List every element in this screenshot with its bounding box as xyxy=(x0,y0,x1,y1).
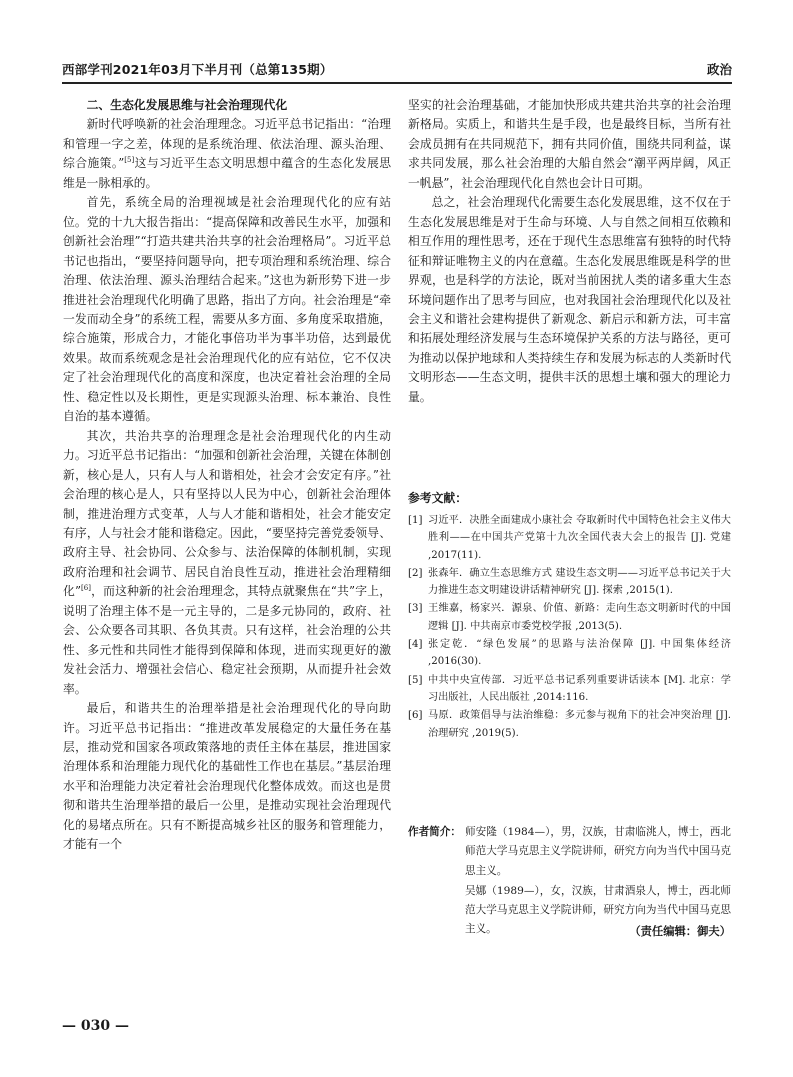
reference-number: [1] xyxy=(408,515,423,526)
reference-item xyxy=(408,672,731,707)
reference-number: [4] xyxy=(408,639,423,651)
reference-item xyxy=(408,707,731,742)
reference-item xyxy=(408,512,731,564)
citation-marker: [5] xyxy=(124,156,135,165)
reference-text: 马原．政策倡导与法治维稳：多元参与视角下的社会冲突治理 [J]. 治理研究 ,2019(5). xyxy=(428,710,731,739)
paragraph xyxy=(63,115,391,193)
reference-item xyxy=(408,636,731,671)
author-bio-text: 师安隆（1984—），男，汉族，甘肃临洮人，博士，西北师范大学马克思主义学院讲师，研究方向为当代中国马克思主义。 xyxy=(465,826,731,877)
reference-item xyxy=(408,600,731,635)
reference-text: 张定乾．“绿色发展”的思路与法治保障 [J]. 中国集体经济 ,2016(30). xyxy=(428,639,731,668)
section-heading: 二、生态化发展思维与社会治理现代化 xyxy=(86,98,288,112)
reference-text: 张森年．确立生态思维方式 建设生态文明——习近平总书记关于大力推进生态文明建设讲话精神研究 [J]. 探索 ,2015(1). xyxy=(428,567,731,597)
reference-number: [2] xyxy=(408,567,423,579)
author-bio-label: 作者简介： xyxy=(408,826,461,838)
author-entry xyxy=(408,823,731,881)
reference-number: [3] xyxy=(408,603,423,615)
page-number: — 030 — xyxy=(62,1018,129,1034)
responsible-editor: （责任编辑：御夫） xyxy=(629,925,731,938)
references-title: 参考文献： xyxy=(408,491,467,505)
right-column xyxy=(408,96,731,407)
reference-text: 习近平．决胜全面建成小康社会 夺取新时代中国特色社会主义伟大胜利——在中国共产党第十九次全国代表大会上的报告 [J]. 党建 ,2017(11). xyxy=(428,515,731,561)
header-rule xyxy=(62,82,732,84)
left-column xyxy=(63,96,391,855)
paragraph: 坚实的社会治理基础，才能加快形成共建共治共享的社会治理新格局。实质上，和谐共生是手段，也是最终目标，当所有社会成员拥有在共同规范下，拥有共同价值，围绕共同利益，谋求共同发展，那么社会治理的大船自然会“潮平两岸阔，风正一帆悬”，社会治理现代化自然也会计日可期。 xyxy=(408,98,731,190)
paragraph-text: 这与习近平生态文明思想中蕴含的生态化发展思维是一脉相承的。 xyxy=(63,156,391,190)
references-section xyxy=(408,488,731,743)
paragraph-text: 其次，共治共享的治理理念是社会治理现代化的内生动力。习近平总书记指出：“加强和创新社会治理，关键在体制创新，核心是人，只有人与人和谐相处，社会才会安定有序。”社会治理的核心是人，只有坚持以人民为中心，创新社会治理体制，推进治理方式变革，人与人才能和谐相处，社会才能安定有序，人与社会才能和谐稳定。因此，“要坚持完善党委领导、政府主导、社会协同、公众参与、法治保障的体制机制，实现政府治理和社会调节、居民自治良性互动，推进社会治理精细化” xyxy=(63,428,391,599)
citation-marker: [6] xyxy=(81,584,91,593)
page-header xyxy=(62,58,732,80)
paragraph-text: ，而这种新的社会治理理念，其特点就聚焦在“共”字上，说明了治理主体不是一元主导的，二是多元协同的，政府、社会、公众要各司其职、各负其责。只有这样，社会治理的公共性、多元性和共同性才能得到保障和体现，进而实现更好的激发社会活力、增强社会信心、稳定社会预期，从而提升社会效率。 xyxy=(63,584,391,696)
paragraph-text: 新时代呼唤新的社会治理理念。习近平总书记指出：“治理和管理一字之差，体现的是系统治理、依法治理、源头治理、综合施策。” xyxy=(63,117,391,171)
author-bio-text: 吴娜（1989—），女，汉族，甘肃酒泉人，博士，西北师范大学马克思主义学院讲师，研究方向为当代中国马克思主义。 xyxy=(465,884,731,936)
paragraph: 最后，和谐共生的治理举措是社会治理现代化的导向助许。习近平总书记指出：“推进改革发展稳定的大量任务在基层，推动党和国家各项政策落地的责任主体在基层，推进国家治理体系和治理能力现代化的基础性工作也在基层。”基层治理水平和治理能力决定着社会治理现代化整体成效。而这也是贯彻和谐共生治理举措的最后一公里，是推动实现社会治理现代化的易堵点所在。只有不断提高城乡社区的服务和管理能力，才能有一个 xyxy=(63,701,391,852)
paragraph: 总之，社会治理现代化需要生态化发展思维，这不仅在于生态化发展思维是对于生命与环境、人与自然之间相互依赖和相互作用的理性思考，还在于现代生态思维富有独特的时代特征和辩证唯物主义的内在意蕴。生态化发展思维既是科学的世界观，也是科学的方法论，既对当前困扰人类的诸多重大生态环境问题作出了思考与回应，也对我国社会治理现代化以及社会主义和谐社会建构提供了新观念、新启示和新方法，可丰富和拓展处理经济发展与生态环境保护关系的方法与路径，更可为推动以保护地球和人类持续生存和发展为标志的人类新时代文明形态——生态文明，提供丰沃的思想土壤和强大的理论力量。 xyxy=(408,195,731,404)
section-label: 政治 xyxy=(706,62,732,77)
journal-masthead: 西部学刊2021年03月下半月刊（总第135期） xyxy=(62,62,333,77)
reference-text: 中共中央宣传部．习近平总书记系列重要讲话读本 [M]. 北京：学习出版社，人民出版社 ,2014:116. xyxy=(428,674,731,703)
reference-item xyxy=(408,565,731,600)
paragraph xyxy=(63,427,391,699)
reference-number: [5] xyxy=(408,674,423,686)
reference-number: [6] xyxy=(408,710,423,722)
reference-text: 王维嘉，杨家兴．源泉、价值、新路：走向生态文明新时代的中国逻辑 [J]. 中共南京市委党校学报 ,2013(5). xyxy=(428,603,731,632)
paragraph: 首先，系统全局的治理视域是社会治理现代化的应有站位。党的十九大报告指出：“提高保障和改善民生水平，加强和创新社会治理”“打造共建共治共享的社会治理格局”。习近平总书记也指出，“要坚持问题导向，把专项治理和系统治理、综合治理、依法治理、源头治理结合起来。”这也为新形势下进一步推进社会治理现代化明确了思路，指出了方向。社会治理是“牵一发而动全身”的系统工程，需要从多方面、多角度采取措施，综合施策，形成合力，才能化事倍功半为事半功倍，达到最优效果。故而系统观念是社会治理现代化的应有站位，它不仅决定了社会治理现代化的高度和深度，也决定着社会治理的全局性、稳定性以及长期性，更是实现源头治理、标本兼治、良性自治的基本遵循。 xyxy=(63,195,391,424)
